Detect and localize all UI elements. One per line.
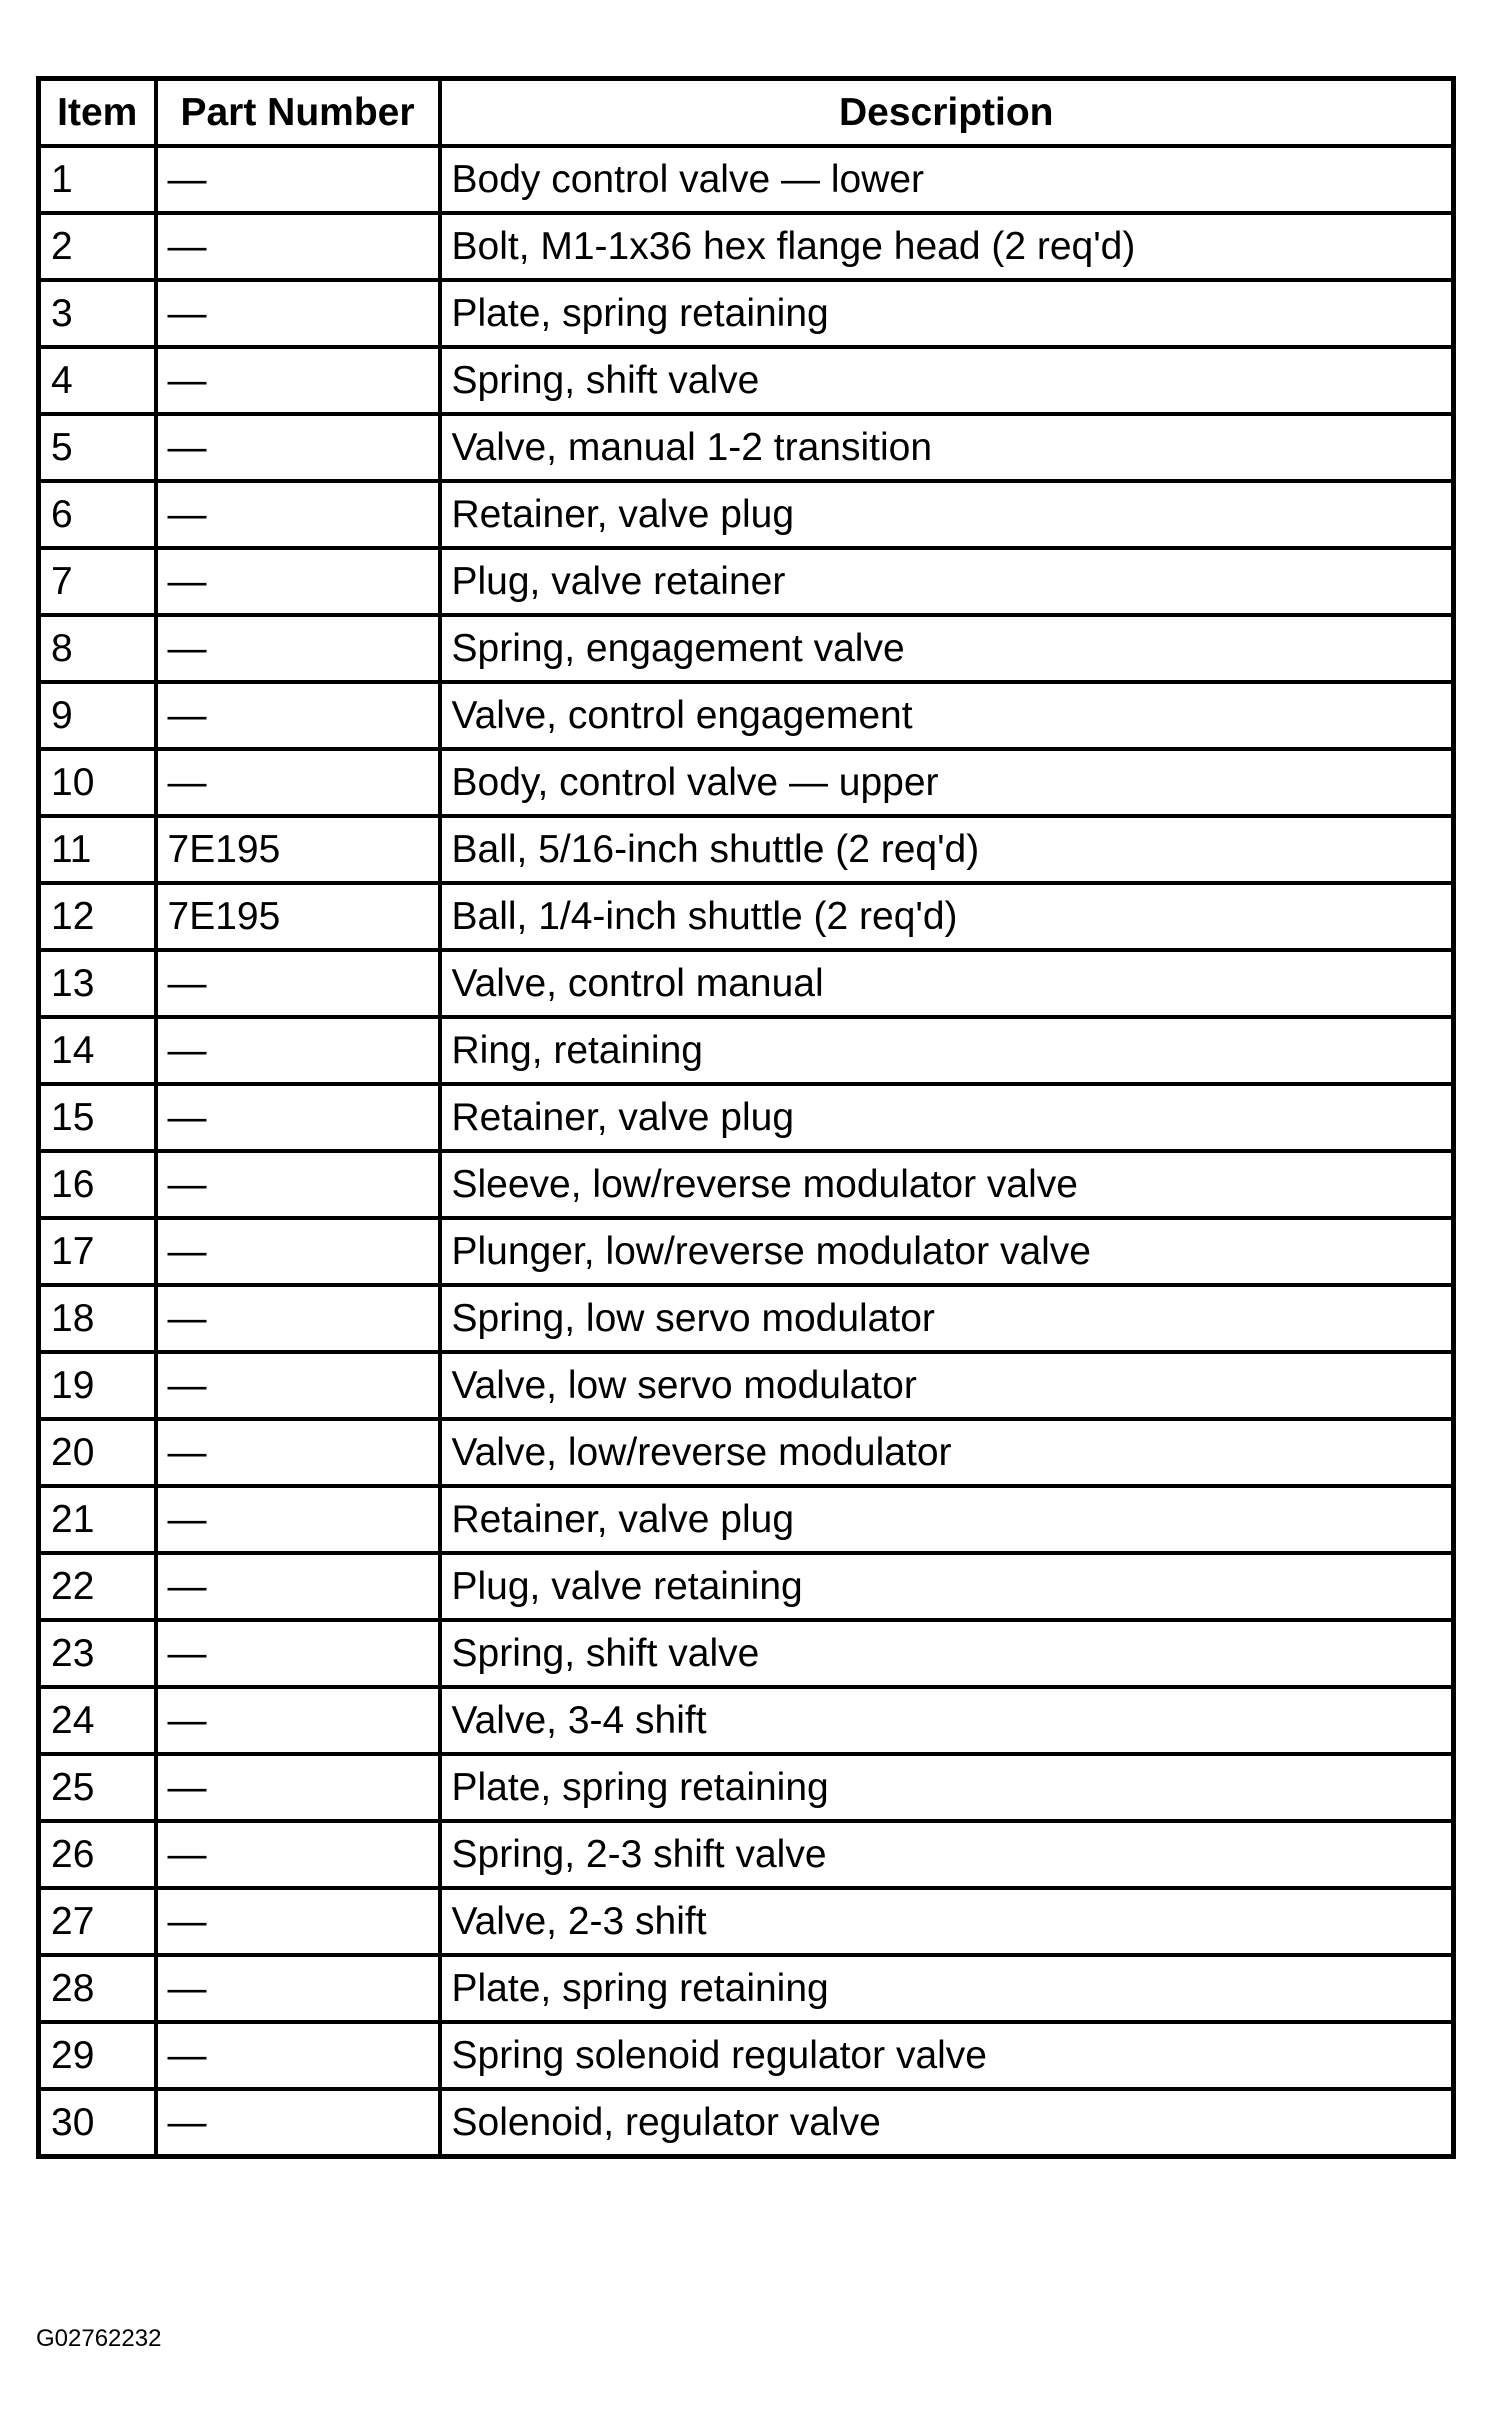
cell-description: Valve, 2-3 shift [440,1888,1454,1955]
cell-part-number: — [156,615,440,682]
table-row [39,1821,1454,1888]
cell-item: 18 [39,1285,156,1352]
cell-item: 12 [39,883,156,950]
table-row [39,414,1454,481]
table-row [39,1352,1454,1419]
cell-description: Ball, 1/4-inch shuttle (2 req'd) [440,883,1454,950]
cell-part-number: 7E195 [156,816,440,883]
cell-description: Retainer, valve plug [440,1486,1454,1553]
table-row [39,548,1454,615]
cell-part-number: — [156,1754,440,1821]
cell-part-number: — [156,1553,440,1620]
cell-item: 1 [39,146,156,213]
cell-item: 9 [39,682,156,749]
cell-item: 24 [39,1687,156,1754]
cell-description: Plug, valve retainer [440,548,1454,615]
header-item: Item [39,79,156,147]
table-row [39,1218,1454,1285]
cell-description: Valve, control engagement [440,682,1454,749]
table-row [39,2022,1454,2089]
cell-item: 29 [39,2022,156,2089]
cell-description: Retainer, valve plug [440,1084,1454,1151]
cell-part-number: — [156,1218,440,1285]
table-row [39,1419,1454,1486]
cell-item: 15 [39,1084,156,1151]
cell-item: 23 [39,1620,156,1687]
cell-description: Plate, spring retaining [440,280,1454,347]
parts-table [36,76,1456,2159]
cell-item: 8 [39,615,156,682]
table-row [39,749,1454,816]
cell-description: Bolt, M1-1x36 hex flange head (2 req'd) [440,213,1454,280]
table-row [39,1888,1454,1955]
cell-description: Retainer, valve plug [440,481,1454,548]
table-row [39,280,1454,347]
cell-item: 11 [39,816,156,883]
cell-item: 28 [39,1955,156,2022]
cell-description: Spring, shift valve [440,347,1454,414]
table-row [39,1754,1454,1821]
cell-part-number: 7E195 [156,883,440,950]
table-row [39,1084,1454,1151]
cell-part-number: — [156,1687,440,1754]
table-row [39,1486,1454,1553]
cell-part-number: — [156,1821,440,1888]
cell-part-number: — [156,950,440,1017]
cell-description: Body control valve — lower [440,146,1454,213]
cell-item: 6 [39,481,156,548]
cell-item: 25 [39,1754,156,1821]
cell-description: Spring solenoid regulator valve [440,2022,1454,2089]
cell-item: 27 [39,1888,156,1955]
cell-item: 22 [39,1553,156,1620]
cell-item: 4 [39,347,156,414]
table-row [39,816,1454,883]
table-row [39,950,1454,1017]
cell-part-number: — [156,1955,440,2022]
cell-part-number: — [156,347,440,414]
table-row [39,1955,1454,2022]
cell-part-number: — [156,548,440,615]
cell-item: 10 [39,749,156,816]
cell-description: Spring, 2-3 shift valve [440,1821,1454,1888]
table-row [39,481,1454,548]
table-row [39,1151,1454,1218]
cell-item: 20 [39,1419,156,1486]
cell-part-number: — [156,1017,440,1084]
table-row [39,213,1454,280]
cell-item: 3 [39,280,156,347]
cell-part-number: — [156,1888,440,1955]
cell-description: Solenoid, regulator valve [440,2089,1454,2157]
cell-item: 16 [39,1151,156,1218]
cell-description: Ball, 5/16-inch shuttle (2 req'd) [440,816,1454,883]
cell-description: Ring, retaining [440,1017,1454,1084]
cell-item: 13 [39,950,156,1017]
table-row [39,146,1454,213]
cell-part-number: — [156,1352,440,1419]
cell-description: Valve, manual 1-2 transition [440,414,1454,481]
table-row [39,883,1454,950]
cell-part-number: — [156,682,440,749]
figure-id: G02762232 [36,2325,162,2352]
cell-part-number: — [156,280,440,347]
cell-part-number: — [156,146,440,213]
cell-item: 17 [39,1218,156,1285]
cell-description: Spring, shift valve [440,1620,1454,1687]
header-part-number: Part Number [156,79,440,147]
table-row [39,2089,1454,2157]
cell-description: Plug, valve retaining [440,1553,1454,1620]
cell-item: 19 [39,1352,156,1419]
cell-part-number: — [156,1620,440,1687]
cell-part-number: — [156,1151,440,1218]
cell-item: 2 [39,213,156,280]
header-description: Description [440,79,1454,147]
table-row [39,682,1454,749]
table-row [39,1285,1454,1352]
cell-part-number: — [156,749,440,816]
cell-description: Body, control valve — upper [440,749,1454,816]
cell-item: 30 [39,2089,156,2157]
cell-description: Plate, spring retaining [440,1955,1454,2022]
cell-part-number: — [156,2022,440,2089]
table-row [39,1620,1454,1687]
cell-description: Plate, spring retaining [440,1754,1454,1821]
cell-item: 26 [39,1821,156,1888]
cell-part-number: — [156,1285,440,1352]
cell-part-number: — [156,481,440,548]
cell-part-number: — [156,1084,440,1151]
cell-part-number: — [156,414,440,481]
cell-part-number: — [156,213,440,280]
cell-part-number: — [156,2089,440,2157]
table-row [39,615,1454,682]
table-row [39,1017,1454,1084]
cell-description: Spring, low servo modulator [440,1285,1454,1352]
cell-item: 14 [39,1017,156,1084]
cell-description: Valve, low/reverse modulator [440,1419,1454,1486]
table-header [39,79,1454,147]
table-row [39,1553,1454,1620]
cell-description: Valve, 3-4 shift [440,1687,1454,1754]
cell-description: Plunger, low/reverse modulator valve [440,1218,1454,1285]
table-row [39,347,1454,414]
cell-item: 5 [39,414,156,481]
cell-description: Valve, control manual [440,950,1454,1017]
cell-description: Sleeve, low/reverse modulator valve [440,1151,1454,1218]
cell-description: Valve, low servo modulator [440,1352,1454,1419]
cell-description: Spring, engagement valve [440,615,1454,682]
cell-item: 21 [39,1486,156,1553]
cell-part-number: — [156,1419,440,1486]
table-row [39,1687,1454,1754]
table-header-row [39,79,1454,147]
cell-item: 7 [39,548,156,615]
cell-part-number: — [156,1486,440,1553]
table-body [39,146,1454,2157]
